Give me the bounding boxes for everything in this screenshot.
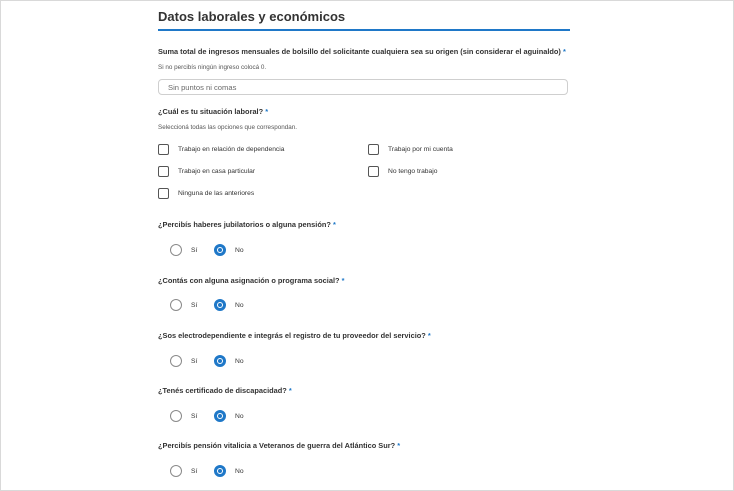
radio-veteranos-no[interactable]	[214, 465, 244, 477]
radio-circle-selected[interactable]	[214, 244, 226, 256]
radio-label: Sí	[191, 301, 198, 309]
question-electrodependiente	[158, 331, 431, 340]
required-mark: *	[288, 386, 292, 395]
radio-discapacidad-no[interactable]	[214, 410, 244, 422]
radio-jubilacion-no[interactable]	[214, 244, 244, 256]
radio-circle[interactable]	[170, 465, 182, 477]
section-title: Datos laborales y económicos	[158, 9, 346, 24]
work-status-hint: Seleccioná todas las opciones que correspondan.	[158, 124, 297, 131]
question-jubilacion	[158, 220, 336, 229]
radio-label: No	[235, 301, 244, 309]
required-mark: *	[265, 107, 269, 116]
radio-jubilacion-si[interactable]	[170, 244, 197, 256]
income-hint: Si no percibís ningún ingreso colocá 0.	[158, 64, 267, 71]
radio-circle-selected[interactable]	[214, 299, 226, 311]
checkbox-box[interactable]	[368, 166, 379, 177]
checkbox-box[interactable]	[158, 166, 169, 177]
checkbox-ninguna[interactable]	[158, 188, 254, 199]
work-status-question-text: ¿Cuál es tu situación laboral?	[158, 107, 264, 116]
question-text: ¿Percibís pensión vitalicia a Veteranos de guerra del Atlántico Sur?	[158, 441, 396, 450]
checkbox-box[interactable]	[158, 188, 169, 199]
question-text: ¿Tenés certificado de discapacidad?	[158, 386, 287, 395]
required-mark: *	[562, 47, 566, 56]
radio-circle-selected[interactable]	[214, 465, 226, 477]
required-mark: *	[341, 276, 345, 285]
radio-circle[interactable]	[170, 244, 182, 256]
question-text: ¿Percibís haberes jubilatorios o alguna pensión?	[158, 220, 331, 229]
radio-asignacion-no[interactable]	[214, 299, 244, 311]
checkbox-label: Trabajo en relación de dependencia	[178, 146, 285, 153]
radio-circle[interactable]	[170, 410, 182, 422]
radio-circle[interactable]	[170, 355, 182, 367]
radio-label: Sí	[191, 467, 198, 475]
income-question-text: Suma total de ingresos mensuales de bolsillo del solicitante cualquiera sea su origen (sin considerar el aguinaldo)	[158, 47, 561, 56]
checkbox-label: Trabajo por mi cuenta	[388, 146, 453, 153]
checkbox-label: Trabajo en casa particular	[178, 168, 256, 175]
radio-electrodependiente-no[interactable]	[214, 355, 244, 367]
radio-circle-selected[interactable]	[214, 410, 226, 422]
radio-label: No	[235, 467, 244, 475]
question-veteranos	[158, 441, 400, 450]
radio-label: No	[235, 357, 244, 365]
question-discapacidad	[158, 386, 292, 395]
work-status-question	[158, 107, 268, 116]
radio-label: Sí	[191, 412, 198, 420]
income-input[interactable]	[158, 79, 568, 95]
section-title-underline	[158, 29, 570, 31]
radio-asignacion-si[interactable]	[170, 299, 197, 311]
radio-veteranos-si[interactable]	[170, 465, 197, 477]
checkbox-label: Ninguna de las anteriores	[178, 190, 255, 197]
checkbox-label: No tengo trabajo	[388, 168, 438, 175]
checkbox-por-mi-cuenta[interactable]	[368, 144, 453, 155]
radio-label: Sí	[191, 246, 198, 254]
checkbox-no-tengo-trabajo[interactable]	[368, 166, 437, 177]
checkbox-relacion-dependencia[interactable]	[158, 144, 284, 155]
question-text: ¿Sos electrodependiente e integrás el registro de tu proveedor del servicio?	[158, 331, 426, 340]
radio-label: No	[235, 412, 244, 420]
income-question	[158, 47, 566, 56]
checkbox-box[interactable]	[368, 144, 379, 155]
radio-circle[interactable]	[170, 299, 182, 311]
radio-label: Sí	[191, 357, 198, 365]
checkbox-casa-particular[interactable]	[158, 166, 255, 177]
question-asignacion	[158, 276, 344, 285]
radio-electrodependiente-si[interactable]	[170, 355, 197, 367]
question-text: ¿Contás con alguna asignación o programa social?	[158, 276, 340, 285]
required-mark: *	[427, 331, 431, 340]
required-mark: *	[397, 441, 401, 450]
radio-circle-selected[interactable]	[214, 355, 226, 367]
radio-discapacidad-si[interactable]	[170, 410, 197, 422]
required-mark: *	[332, 220, 336, 229]
checkbox-box[interactable]	[158, 144, 169, 155]
radio-label: No	[235, 246, 244, 254]
